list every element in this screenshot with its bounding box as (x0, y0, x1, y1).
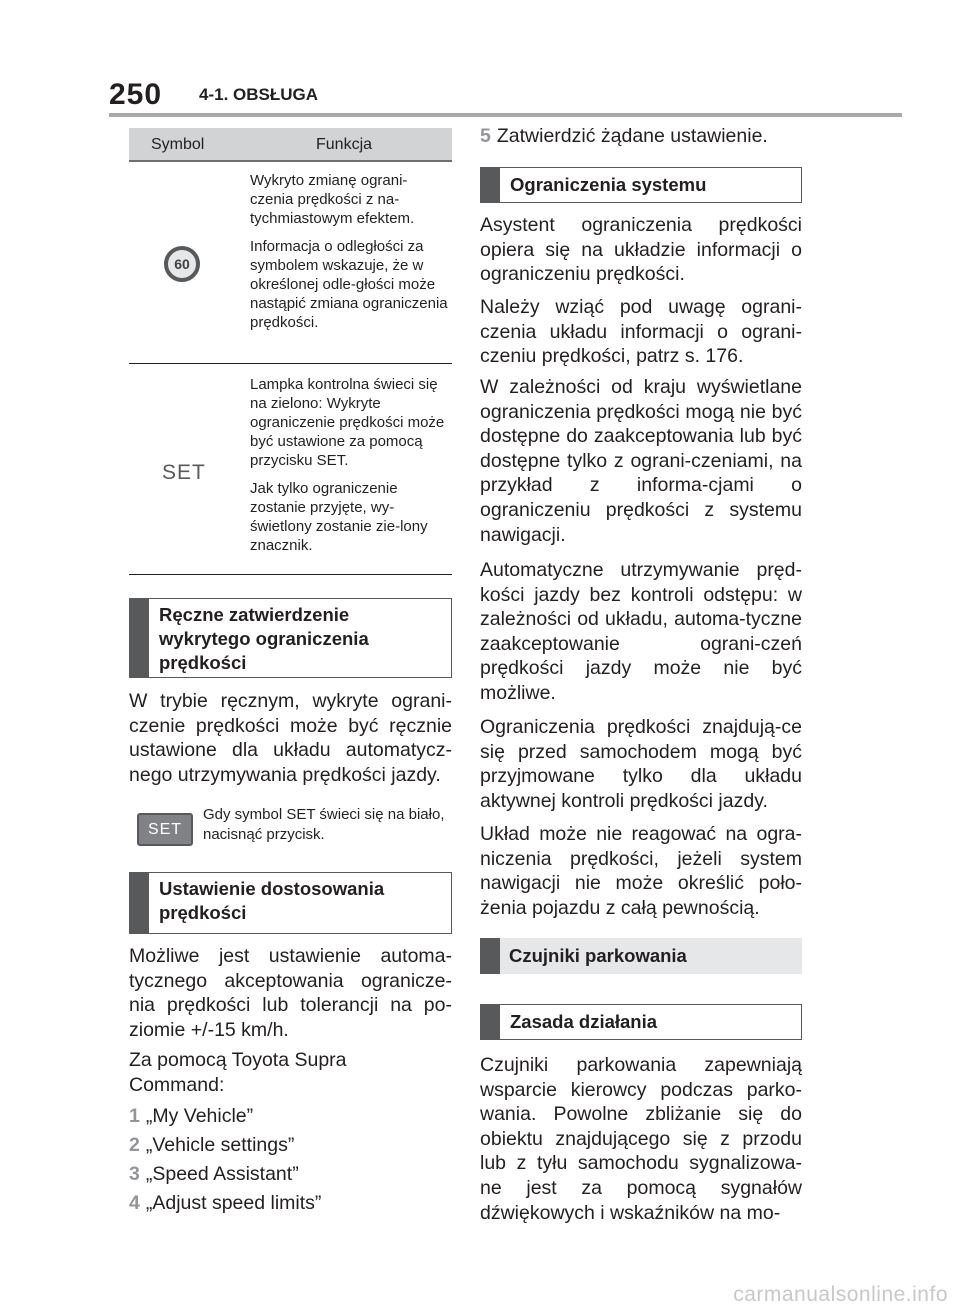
step-1: 1 „My Vehicle” (129, 1105, 254, 1127)
heading-bar (129, 872, 149, 934)
paragraph: Układ może nie reagować na ogra-niczenia prędkości, jeżeli system nawigacji nie może określić poło-żenia pojazdu z całą pewnością. (480, 823, 802, 919)
paragraph: Ograniczenia prędkości znajdują-ce się przed samochodem mogą być przyjmowane tylko dla układu aktywnej kontroli prędkości jazdy. (480, 716, 802, 812)
set-indicator-icon: SET (162, 461, 206, 484)
paragraph: W trybie ręcznym, wykryte ograni-czenie prędkości może być ręcznie ustawione dla układu automatycz-nego utrzymywania prędkości jazdy. (129, 690, 452, 786)
function-text: Informacja o odległości za symbolem wskazuje, że w określonej odle-głości może nastąpić zmiana ograniczenia prędkości. (250, 238, 448, 331)
heading-operating-principle: Zasada działania (480, 1004, 802, 1040)
heading-bar (129, 598, 149, 678)
function-text: Wykryto zmianę ograni-czenia prędkości z na-tychmiastowym efektem. (250, 172, 415, 227)
step-3: 3 „Speed Assistant” (129, 1163, 299, 1185)
function-text: Jak tylko ograniczenie zostanie przyjęte, wy-świetlony zostanie zie-lony znacznik. (250, 480, 428, 554)
symbol-table-header (129, 128, 452, 162)
column-header-symbol: Symbol (151, 136, 205, 153)
speed-limit-60-icon: 60 (164, 246, 200, 282)
heading-speed-adjustment: Ustawienie dostosowania prędkości (129, 872, 452, 934)
function-text: Lampka kontrolna świeci się na zielono: Wykryte ograniczenie prędkości może być ustawione za pomocą przycisku SET. (250, 376, 445, 469)
table-row (129, 162, 452, 364)
step-5: 5 Zatwierdzić żądane ustawienie. (480, 125, 768, 147)
paragraph: W zależności od kraju wyświetlane ograniczenia prędkości mogą nie być dostępne do zaakceptowania lub być dostępne tylko z ograni-czeniami, na przykład z informa-cjami o ograniczeniu prędkości z systemu nawigacji. (480, 376, 802, 546)
set-note: Gdy symbol SET świeci się na biało, nacisnąć przycisk. (203, 806, 445, 843)
paragraph: Automatyczne utrzymywanie pręd-kości jazdy bez kontroli odstępu: w zależności od układu, automa-tyczne zaakceptowanie ograni-czeń prędkości jazdy może nie być możliwe. (480, 559, 802, 704)
column-header-function: Funkcja (316, 136, 373, 153)
step-2: 2 „Vehicle settings” (129, 1134, 295, 1156)
function-cell (250, 375, 450, 564)
heading-bar (480, 938, 500, 974)
section-title: 4-1. OBSŁUGA (199, 85, 319, 104)
paragraph: Możliwe jest ustawienie automa-tycznego akceptowania ogranicze-nia prędkości lub tolerancji na po-ziomie +/-15 km/h. (129, 945, 452, 1041)
header-rule (109, 113, 902, 117)
function-cell (250, 171, 450, 341)
set-button-icon: SET (137, 813, 193, 846)
page-number: 250 (109, 78, 163, 111)
step-4: 4 „Adjust speed limits” (129, 1192, 322, 1214)
heading-bar (480, 1004, 500, 1040)
paragraph: Czujniki parkowania zapewniają wsparcie kierowcy podczas parko-wania. Powolne zbliżanie się do obiektu znajdującego się z przodu lub z tyłu samochodu sygnalizowa-ne jest za pomocą sygnałów dźwiękowych i wskaźników na mo- (480, 1054, 802, 1224)
watermark: carmanualsonline.info (733, 1283, 948, 1306)
table-row (129, 364, 452, 575)
paragraph: Należy wziąć pod uwagę ograni-czenia układu informacji o ograni-czeniu prędkości, patrz s. 176. (480, 296, 802, 368)
heading-parking-sensors: Czujniki parkowania (480, 938, 802, 974)
paragraph: Za pomocą Toyota Supra Command: (129, 1049, 347, 1096)
heading-system-limits: Ograniczenia systemu (480, 167, 802, 203)
heading-bar (480, 167, 500, 203)
paragraph: Asystent ograniczenia prędkości opiera się na układzie informacji o ograniczeniu prędkości. (480, 214, 802, 286)
heading-manual-confirmation: Ręczne zatwierdzenie wykrytego ograniczenia prędkości (129, 598, 452, 678)
